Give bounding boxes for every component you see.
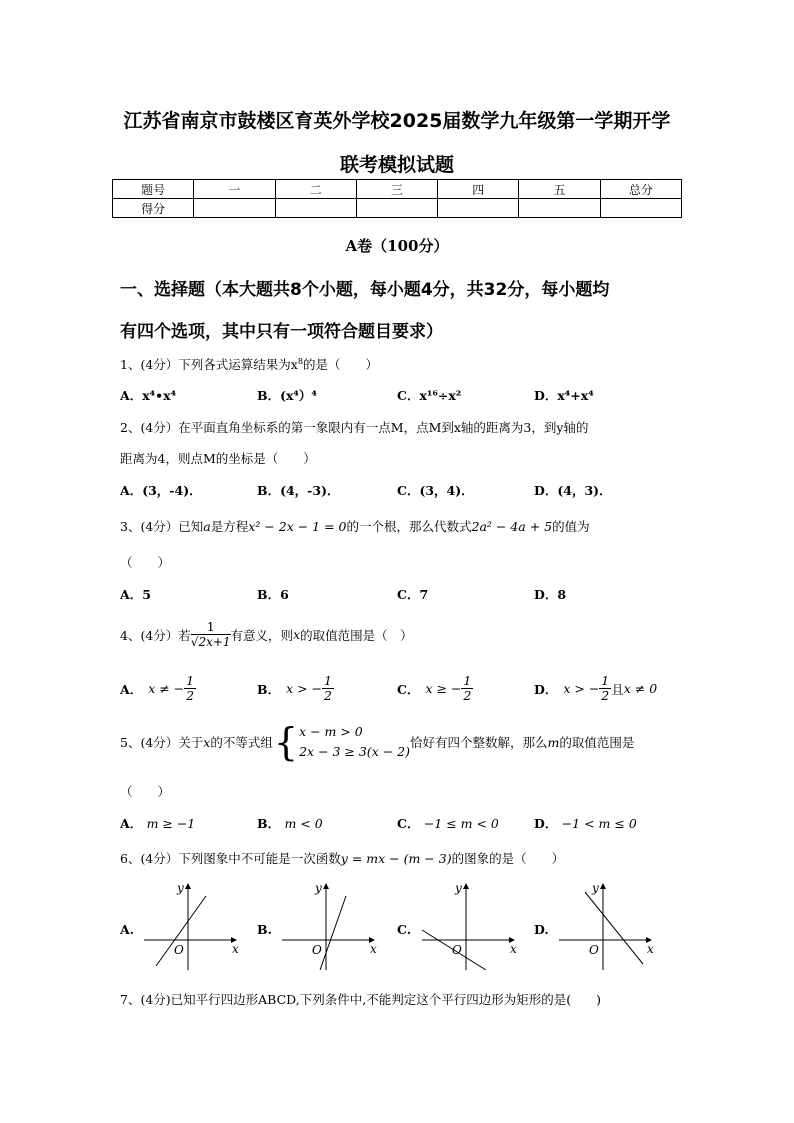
score-header-cell: 三 xyxy=(356,180,437,199)
q3-option-b[interactable]: B．6 xyxy=(257,587,289,602)
origin-label: O xyxy=(452,943,462,957)
y-label: y xyxy=(455,881,462,895)
part1-heading-line2: 有四个选项，其中只有一项符合题目要求） xyxy=(120,322,443,342)
q3-option-c[interactable]: C．7 xyxy=(397,587,429,602)
score-header-cell: 五 xyxy=(519,180,600,199)
q2-option-d[interactable]: D．(4，3)． xyxy=(534,483,612,498)
q5-option-c[interactable]: C． −1 ≤ m < 0 xyxy=(397,816,499,831)
y-label: y xyxy=(592,881,599,895)
q5-brace: { xyxy=(273,720,299,764)
q6-graph-b xyxy=(278,878,388,970)
score-cell[interactable] xyxy=(438,199,519,218)
q6-stem: 6、(4分）下列图象中不可能是一次函数y = mx − (m − 3)的图象的是（ ） xyxy=(120,851,565,866)
origin-label: O xyxy=(174,943,184,957)
score-cell[interactable] xyxy=(194,199,275,218)
q5-option-d[interactable]: D． −1 < m ≤ 0 xyxy=(534,816,637,831)
q4-option-d[interactable]: D． x > − $\frac{1}{2}$ 且 x ≠ 0 xyxy=(534,673,658,703)
section-a-heading: A卷（100分） xyxy=(345,237,449,255)
q6-graph-a xyxy=(140,878,250,970)
q2-line1: 2、(4分）在平面直角坐标系的第一象限内有一点M，点M到x轴的距离为3，到y轴的 xyxy=(120,420,589,435)
q5-ineq-system: x − m > 0 2x − 3 ≥ 3(x − 2) xyxy=(299,724,410,759)
q6-option-a[interactable]: A. xyxy=(120,922,135,937)
q1-stem: 1、(4分）下列各式运算结果为$x^8$的是（ ） xyxy=(120,356,378,372)
score-cell[interactable] xyxy=(275,199,356,218)
q5-option-a[interactable]: A． m ≥ −1 xyxy=(120,816,196,831)
q2-option-c[interactable]: C．(3，4)． xyxy=(397,483,474,498)
x-label: x xyxy=(370,942,377,956)
score-header-cell: 题号 xyxy=(113,180,194,199)
q6-option-d[interactable]: D. xyxy=(534,922,549,937)
score-table-header-row xyxy=(113,180,682,199)
score-header-cell: 总分 xyxy=(600,180,681,199)
q3-stem: 3、(4分）已知a是方程x² − 2x − 1 = 0的一个根，那么代数式2a² − 4a + 5的值为 xyxy=(120,519,590,534)
q4-stem: 4、(4分）若 $\frac{1}{√2x+1}$ 有意义，则 x 的取值范围是（ ） xyxy=(120,619,413,649)
score-cell[interactable] xyxy=(519,199,600,218)
q2-option-a[interactable]: A．(3，-4)． xyxy=(120,483,202,498)
q1-option-c[interactable]: C．x¹⁶÷x² xyxy=(397,388,462,403)
y-label: y xyxy=(177,881,184,895)
x-label: x xyxy=(232,942,239,956)
q4-option-c[interactable]: C． x ≥ − $\frac{1}{2}$ xyxy=(397,673,472,703)
function-line xyxy=(320,896,346,970)
score-cell[interactable] xyxy=(600,199,681,218)
q7-stem: 7、(4分)已知平行四边形ABCD,下列条件中,不能判定这个平行四边形为矩形的是( ) xyxy=(120,992,601,1007)
score-cell[interactable] xyxy=(356,199,437,218)
score-row-label: 得分 xyxy=(113,199,194,218)
q2-line2: 距离为4，则点M的坐标是（ ） xyxy=(120,451,316,466)
q1-option-b[interactable]: B．(x⁴）⁴ xyxy=(257,388,317,403)
q6-option-c[interactable]: C. xyxy=(397,922,412,937)
q6-graph-c xyxy=(418,878,528,970)
q3-option-d[interactable]: D．8 xyxy=(534,587,567,602)
score-table xyxy=(112,179,682,218)
part1-heading-line1: 一、选择题（本大题共8个小题，每小题4分，共32分，每小题均 xyxy=(120,280,610,300)
score-header-cell: 一 xyxy=(194,180,275,199)
score-header-cell: 二 xyxy=(275,180,356,199)
q4-option-a[interactable]: A． x ≠ − $\frac{1}{2}$ xyxy=(120,673,195,703)
q1-option-a[interactable]: A．x⁴•x⁴ xyxy=(120,388,177,403)
q4-option-b[interactable]: B． x > − $\frac{1}{2}$ xyxy=(257,673,332,703)
score-table-score-row xyxy=(113,199,682,218)
x-label: x xyxy=(647,942,654,956)
q3-paren: （ ） xyxy=(120,555,171,570)
exam-title-line2: 联考模拟试题 xyxy=(339,154,454,176)
score-header-cell: 四 xyxy=(438,180,519,199)
q1-option-d[interactable]: D．x⁴+x⁴ xyxy=(534,388,594,403)
q6-graph-d xyxy=(555,878,665,970)
q2-option-b[interactable]: B．(4，-3)． xyxy=(257,483,340,498)
q5-paren: （ ） xyxy=(120,784,171,799)
q5-option-b[interactable]: B． m < 0 xyxy=(257,816,323,831)
origin-label: O xyxy=(589,943,599,957)
q3-option-a[interactable]: A．5 xyxy=(120,587,151,602)
q5-stem: 5、(4分）关于 x 的不等式组 { x − m > 0 2x − 3 ≥ 3(x − 2) 恰好有四个整数解，那么 m 的取值范围是 xyxy=(120,720,635,764)
exam-title-line1: 江苏省南京市鼓楼区育英外学校2025届数学九年级第一学期开学 xyxy=(123,110,671,132)
y-label: y xyxy=(315,881,322,895)
q6-option-b[interactable]: B. xyxy=(257,922,272,937)
q4-fraction: $\frac{1}{√2x+1}$ xyxy=(190,619,231,649)
origin-label: O xyxy=(312,943,322,957)
x-label: x xyxy=(510,942,517,956)
